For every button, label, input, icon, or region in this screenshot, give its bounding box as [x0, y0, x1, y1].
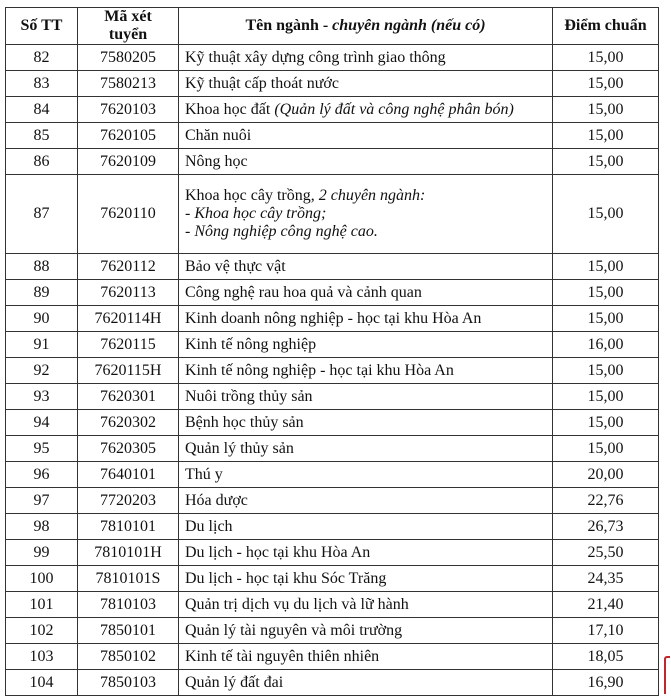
row-name — [179, 71, 553, 97]
row-stt: 88 — [6, 254, 78, 280]
row-stt: 99 — [6, 540, 78, 566]
row-subspecialty: - Khoa học cây trồng; — [185, 205, 327, 222]
row-score: 22,76 — [553, 488, 659, 514]
row-code: 7810103 — [78, 592, 179, 618]
row-stt: 91 — [6, 332, 78, 358]
row-score: 15,00 — [553, 254, 659, 280]
row-stt: 94 — [6, 410, 78, 436]
row-name — [179, 462, 553, 488]
row-score: 16,90 — [553, 670, 659, 696]
row-name-text: Kinh tế tài nguyên thiên nhiên — [185, 647, 380, 665]
table-row — [6, 332, 659, 358]
table-row — [6, 358, 659, 384]
table-row — [6, 123, 659, 149]
row-stt: 96 — [6, 462, 78, 488]
row-name — [179, 332, 553, 358]
row-stt: 84 — [6, 97, 78, 123]
row-score: 15,00 — [553, 358, 659, 384]
table-row — [6, 97, 659, 123]
row-name-text: Chăn nuôi — [185, 126, 252, 144]
row-stt: 87 — [6, 175, 78, 254]
row-name-text: Khoa học đất — [185, 100, 275, 118]
row-name-text: Kinh tế nông nghiệp - học tại khu Hòa An — [185, 361, 454, 379]
table-row — [6, 384, 659, 410]
header-name-main: Tên ngành - — [245, 17, 333, 34]
table-row — [6, 514, 659, 540]
row-code: 7620105 — [78, 123, 179, 149]
row-name — [179, 592, 553, 618]
row-score: 15,00 — [553, 45, 659, 71]
table-row — [6, 175, 659, 254]
row-name — [179, 45, 553, 71]
edge-mark — [664, 656, 670, 694]
row-code: 7580213 — [78, 71, 179, 97]
row-name — [179, 123, 553, 149]
row-name — [179, 514, 553, 540]
row-stt: 85 — [6, 123, 78, 149]
table-row — [6, 410, 659, 436]
row-score: 21,40 — [553, 592, 659, 618]
row-code: 7620112 — [78, 254, 179, 280]
row-code: 7810101S — [78, 566, 179, 592]
table-row — [6, 618, 659, 644]
row-code: 7810101H — [78, 540, 179, 566]
row-name-note: 2 chuyên ngành: — [318, 187, 426, 204]
row-code: 7850101 — [78, 618, 179, 644]
header-name — [179, 8, 553, 45]
row-code: 7720203 — [78, 488, 179, 514]
table-row — [6, 45, 659, 71]
row-name — [179, 280, 553, 306]
row-stt: 101 — [6, 592, 78, 618]
row-name-text: Quản trị dịch vụ du lịch và lữ hành — [185, 595, 409, 613]
row-score: 24,35 — [553, 566, 659, 592]
row-name-text: Bảo vệ thực vật — [185, 257, 286, 275]
header-row — [6, 8, 659, 45]
row-stt: 82 — [6, 45, 78, 71]
row-name — [179, 384, 553, 410]
row-score: 16,00 — [553, 332, 659, 358]
row-stt: 97 — [6, 488, 78, 514]
row-score: 20,00 — [553, 462, 659, 488]
row-stt: 104 — [6, 670, 78, 696]
row-name-note: (Quản lý đất và công nghệ phân bón) — [274, 100, 514, 118]
row-code: 7850102 — [78, 644, 179, 670]
table-row — [6, 644, 659, 670]
row-name-text: Quản lý đất đai — [185, 673, 284, 691]
row-score: 18,05 — [553, 644, 659, 670]
row-code: 7640101 — [78, 462, 179, 488]
row-name-text: Kỹ thuật cấp thoát nước — [185, 74, 339, 92]
row-name-text: Quản lý tài nguyên và môi trường — [185, 621, 403, 639]
row-score: 15,00 — [553, 384, 659, 410]
table-row — [6, 670, 659, 696]
row-name — [179, 149, 553, 175]
row-name — [179, 306, 553, 332]
row-score: 15,00 — [553, 97, 659, 123]
row-name — [179, 644, 553, 670]
row-stt: 83 — [6, 71, 78, 97]
row-score: 15,00 — [553, 175, 659, 254]
header-stt: Số TT — [6, 8, 78, 45]
row-name — [179, 410, 553, 436]
header-score: Điểm chuẩn — [553, 8, 659, 45]
row-name — [179, 97, 553, 123]
row-name-text: Nuôi trồng thủy sản — [185, 387, 313, 405]
row-code: 7620103 — [78, 97, 179, 123]
row-score: 15,00 — [553, 436, 659, 462]
row-name-text: Quản lý thủy sản — [185, 439, 294, 457]
row-stt: 90 — [6, 306, 78, 332]
row-stt: 89 — [6, 280, 78, 306]
row-code: 7620115H — [78, 358, 179, 384]
row-stt: 95 — [6, 436, 78, 462]
row-stt: 102 — [6, 618, 78, 644]
row-name — [179, 618, 553, 644]
row-stt: 92 — [6, 358, 78, 384]
row-subspecialty: - Nông nghiệp công nghệ cao. — [185, 223, 378, 240]
admission-score-table — [5, 7, 659, 696]
row-code: 7620301 — [78, 384, 179, 410]
table-row — [6, 488, 659, 514]
row-name-text: Khoa học cây trồng, — [185, 187, 319, 204]
table-row — [6, 71, 659, 97]
row-code: 7810101 — [78, 514, 179, 540]
row-score: 15,00 — [553, 71, 659, 97]
row-name-text: Kinh tế nông nghiệp — [185, 335, 317, 353]
row-stt: 100 — [6, 566, 78, 592]
row-code: 7620302 — [78, 410, 179, 436]
table-row — [6, 462, 659, 488]
row-score: 15,00 — [553, 280, 659, 306]
row-stt: 93 — [6, 384, 78, 410]
table-row — [6, 592, 659, 618]
row-name-text: Kinh doanh nông nghiệp - học tại khu Hòa An — [185, 309, 482, 327]
row-name — [179, 566, 553, 592]
header-code: Mã xét tuyển — [78, 8, 179, 45]
row-code: 7620115 — [78, 332, 179, 358]
row-code: 7620110 — [78, 175, 179, 254]
row-name — [179, 436, 553, 462]
row-code: 7620114H — [78, 306, 179, 332]
row-name-text: Du lịch — [185, 517, 233, 535]
row-name-text: Nông học — [185, 152, 248, 170]
row-stt: 86 — [6, 149, 78, 175]
table-row — [6, 280, 659, 306]
row-name — [179, 540, 553, 566]
row-name-text: Thú y — [185, 465, 223, 483]
row-stt: 98 — [6, 514, 78, 540]
table-row — [6, 540, 659, 566]
row-name — [179, 175, 553, 254]
row-code: 7620113 — [78, 280, 179, 306]
row-code: 7620305 — [78, 436, 179, 462]
row-name — [179, 358, 553, 384]
table-row — [6, 566, 659, 592]
row-name-text: Hóa dược — [185, 491, 248, 509]
row-code: 7580205 — [78, 45, 179, 71]
row-name — [179, 488, 553, 514]
row-name-text: Bệnh học thủy sản — [185, 413, 304, 431]
row-score: 15,00 — [553, 123, 659, 149]
table-row — [6, 149, 659, 175]
row-score: 17,10 — [553, 618, 659, 644]
row-name-text: Du lịch - học tại khu Hòa An — [185, 543, 371, 561]
table-row — [6, 254, 659, 280]
row-name — [179, 254, 553, 280]
row-score: 15,00 — [553, 410, 659, 436]
row-name-text: Kỹ thuật xây dựng công trình giao thông — [185, 48, 446, 66]
table-row — [6, 306, 659, 332]
row-name — [179, 670, 553, 696]
row-name-text: Du lịch - học tại khu Sóc Trăng — [185, 569, 387, 587]
row-code: 7850103 — [78, 670, 179, 696]
table-row — [6, 436, 659, 462]
row-code: 7620109 — [78, 149, 179, 175]
row-score: 15,00 — [553, 149, 659, 175]
row-score: 15,00 — [553, 306, 659, 332]
row-score: 25,50 — [553, 540, 659, 566]
row-name-text: Công nghệ rau hoa quả và cảnh quan — [185, 283, 422, 301]
row-score: 26,73 — [553, 514, 659, 540]
header-name-italic: chuyên ngành (nếu có) — [332, 17, 486, 34]
row-stt: 103 — [6, 644, 78, 670]
